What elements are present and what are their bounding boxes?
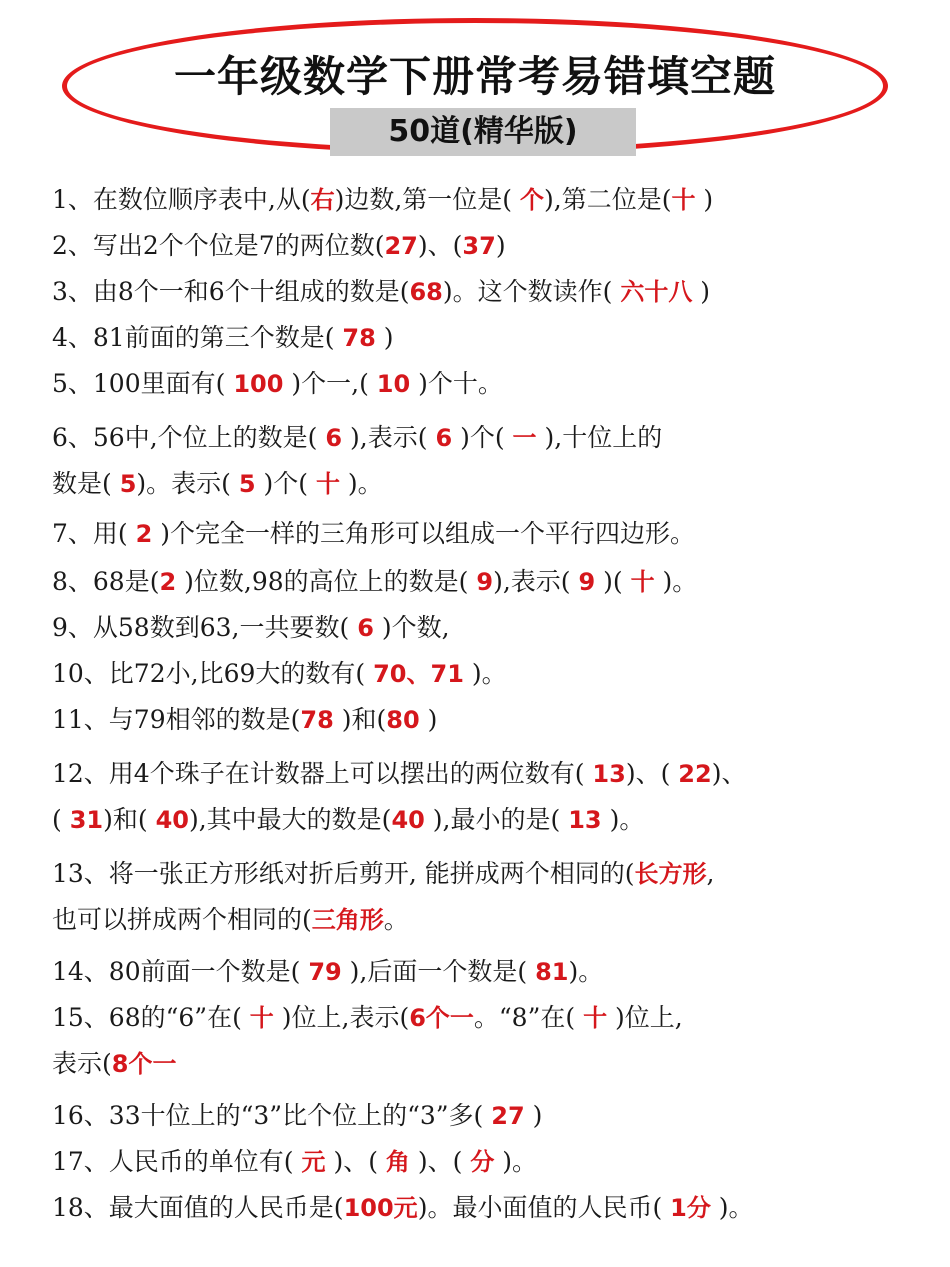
question-line — [52, 998, 683, 1038]
question-text: 7、用( — [52, 519, 136, 548]
page-subtitle: 50道(精华版) — [330, 108, 636, 156]
question-text: 6、56中,个位上的数是( — [52, 423, 326, 452]
question-text: 5、100里面有( — [52, 369, 234, 398]
question-line — [52, 418, 662, 458]
question-text: ),其中最大的数是( — [188, 805, 392, 834]
handwritten-answer: 8个一 — [111, 1050, 177, 1078]
handwritten-answer: 六十八 — [620, 278, 693, 306]
handwritten-answer: 十 — [249, 1004, 274, 1032]
question-text: ) — [524, 1101, 543, 1130]
handwritten-answer: 十 — [671, 186, 696, 214]
question-text: ( — [52, 805, 70, 834]
question-text: )。 — [463, 659, 507, 688]
handwritten-answer: 13 — [568, 806, 602, 834]
page-title: 一年级数学下册常考易错填空题 — [173, 52, 776, 101]
question-text: 3、由8个一和6个十组成的数是( — [52, 277, 410, 306]
question-text: )个一,( — [283, 369, 377, 398]
question-line — [52, 272, 710, 312]
question-text: 13、将一张正方形纸对折后剪开, 能拼成两个相同的( — [52, 859, 635, 888]
question-text: )( — [595, 567, 631, 596]
question-text: ),最小的是( — [424, 805, 569, 834]
question-line — [52, 514, 695, 554]
question-text: )。 — [710, 1193, 754, 1222]
handwritten-answer: 81 — [535, 958, 569, 986]
question-text: )边数,第一位是( — [334, 185, 521, 214]
question-text: 数是( — [52, 469, 120, 498]
question-line — [52, 800, 644, 840]
question-text: )和( — [333, 705, 387, 734]
question-text: )。 — [494, 1147, 538, 1176]
handwritten-answer: 5 — [238, 470, 256, 498]
question-text: )。 — [339, 469, 383, 498]
question-text: )个( — [255, 469, 316, 498]
question-text: )。 — [654, 567, 698, 596]
question-text: )位上,表示( — [273, 1003, 410, 1032]
handwritten-answer: 80 — [386, 706, 420, 734]
handwritten-answer: 6 — [435, 424, 453, 452]
handwritten-answer: 68 — [409, 278, 443, 306]
handwritten-answer: 10 — [376, 370, 411, 398]
question-text: 17、人民币的单位有( — [52, 1147, 302, 1176]
question-text: 。 — [383, 905, 409, 934]
question-text: )、( — [625, 759, 679, 788]
question-text: )、( — [417, 231, 463, 260]
handwritten-answer: 100元 — [343, 1194, 418, 1222]
question-text: ),第二位是( — [544, 185, 672, 214]
question-text: ) — [692, 277, 711, 306]
question-text: )。 — [601, 805, 645, 834]
handwritten-answer: 分 — [470, 1148, 495, 1176]
handwritten-answer: 长方形 — [634, 860, 707, 888]
question-text: )和( — [103, 805, 156, 834]
handwritten-answer: 79 — [308, 958, 342, 986]
question-line — [52, 654, 507, 694]
question-text: )个( — [452, 423, 513, 452]
handwritten-answer: 78 — [342, 324, 376, 352]
handwritten-answer: 一 — [512, 424, 537, 452]
handwritten-answer: 40 — [391, 806, 425, 834]
question-text: 16、33十位上的“3”比个位上的“3”多( — [52, 1101, 492, 1130]
handwritten-answer: 十 — [630, 568, 655, 596]
question-text: )、( — [325, 1147, 386, 1176]
question-text: )。 — [568, 957, 604, 986]
handwritten-answer: 十 — [315, 470, 340, 498]
question-text: ),后面一个数是( — [341, 957, 536, 986]
handwritten-answer: 37 — [462, 232, 496, 260]
question-text: 8、68是( — [52, 567, 160, 596]
handwritten-answer: 个 — [520, 186, 545, 214]
header — [0, 0, 950, 170]
question-text: )位上, — [607, 1003, 683, 1032]
question-text: 。“8”在( — [473, 1003, 584, 1032]
question-text: 18、最大面值的人民币是( — [52, 1193, 344, 1222]
question-text: )个数, — [373, 613, 450, 642]
question-line — [52, 364, 503, 404]
handwritten-answer: 9 — [476, 568, 494, 596]
question-text: )位数,98的高位上的数是( — [176, 567, 477, 596]
question-text: 9、从58数到63,一共要数( — [52, 613, 358, 642]
question-line — [52, 854, 714, 894]
question-text: )个十。 — [410, 369, 503, 398]
question-text: ),十位上的 — [536, 423, 663, 452]
question-line — [52, 952, 603, 992]
question-line — [52, 754, 746, 794]
question-text: )个完全一样的三角形可以组成一个平行四边形。 — [152, 519, 696, 548]
question-line — [52, 562, 697, 602]
question-text: )。最小面值的人民币( — [417, 1193, 671, 1222]
question-text: )。这个数读作( — [442, 277, 621, 306]
question-text: , — [706, 859, 715, 888]
question-text: ) — [495, 231, 506, 260]
handwritten-answer: 1分 — [670, 1194, 711, 1222]
handwritten-answer: 角 — [385, 1148, 410, 1176]
question-line — [52, 700, 437, 740]
question-text: 4、81前面的第三个数是( — [52, 323, 343, 352]
question-text: 14、80前面一个数是( — [52, 957, 309, 986]
question-text: )、( — [409, 1147, 471, 1176]
handwritten-answer: 5 — [119, 470, 137, 498]
question-text: ),表示( — [342, 423, 436, 452]
question-line — [52, 1188, 754, 1228]
question-text: ) — [695, 185, 714, 214]
question-text: )。表示( — [136, 469, 239, 498]
question-line — [52, 464, 383, 504]
handwritten-answer: 十 — [583, 1004, 608, 1032]
question-text: 15、68的“6”在( — [52, 1003, 250, 1032]
question-line — [52, 1044, 176, 1084]
handwritten-answer: 6 — [325, 424, 343, 452]
handwritten-answer: 三角形 — [311, 906, 384, 934]
question-line — [52, 226, 506, 266]
question-text: ),表示( — [493, 567, 579, 596]
handwritten-answer: 右 — [310, 186, 335, 214]
handwritten-answer: 40 — [155, 806, 189, 834]
handwritten-answer: 元 — [301, 1148, 326, 1176]
question-text: 11、与79相邻的数是( — [52, 705, 301, 734]
handwritten-answer: 100 — [233, 370, 284, 398]
question-text: 2、写出2个个位是7的两位数( — [52, 231, 385, 260]
question-line — [52, 318, 394, 358]
question-text: ) — [419, 705, 438, 734]
question-line — [52, 608, 450, 648]
handwritten-answer: 9 — [578, 568, 596, 596]
handwritten-answer: 78 — [300, 706, 334, 734]
question-text: )、 — [711, 759, 747, 788]
question-line — [52, 1096, 542, 1136]
question-text: 也可以拼成两个相同的( — [52, 905, 312, 934]
question-line — [52, 900, 409, 940]
handwritten-answer: 2 — [135, 520, 153, 548]
question-line — [52, 1142, 537, 1182]
question-text: 12、用4个珠子在计数器上可以摆出的两位数有( — [52, 759, 593, 788]
question-line — [52, 180, 713, 220]
handwritten-answer: 6 — [357, 614, 374, 642]
handwritten-answer: 27 — [384, 232, 418, 260]
handwritten-answer: 2 — [159, 568, 177, 596]
question-text: ) — [375, 323, 394, 352]
handwritten-answer: 6个一 — [409, 1004, 474, 1032]
question-text: 表示( — [52, 1049, 112, 1078]
handwritten-answer: 22 — [678, 760, 712, 788]
question-text: 10、比72小,比69大的数有( — [52, 659, 374, 688]
handwritten-answer: 13 — [592, 760, 626, 788]
handwritten-answer: 70、71 — [373, 660, 464, 688]
question-text: 1、在数位顺序表中,从( — [52, 185, 311, 214]
handwritten-answer: 31 — [69, 806, 104, 834]
handwritten-answer: 27 — [491, 1102, 525, 1130]
